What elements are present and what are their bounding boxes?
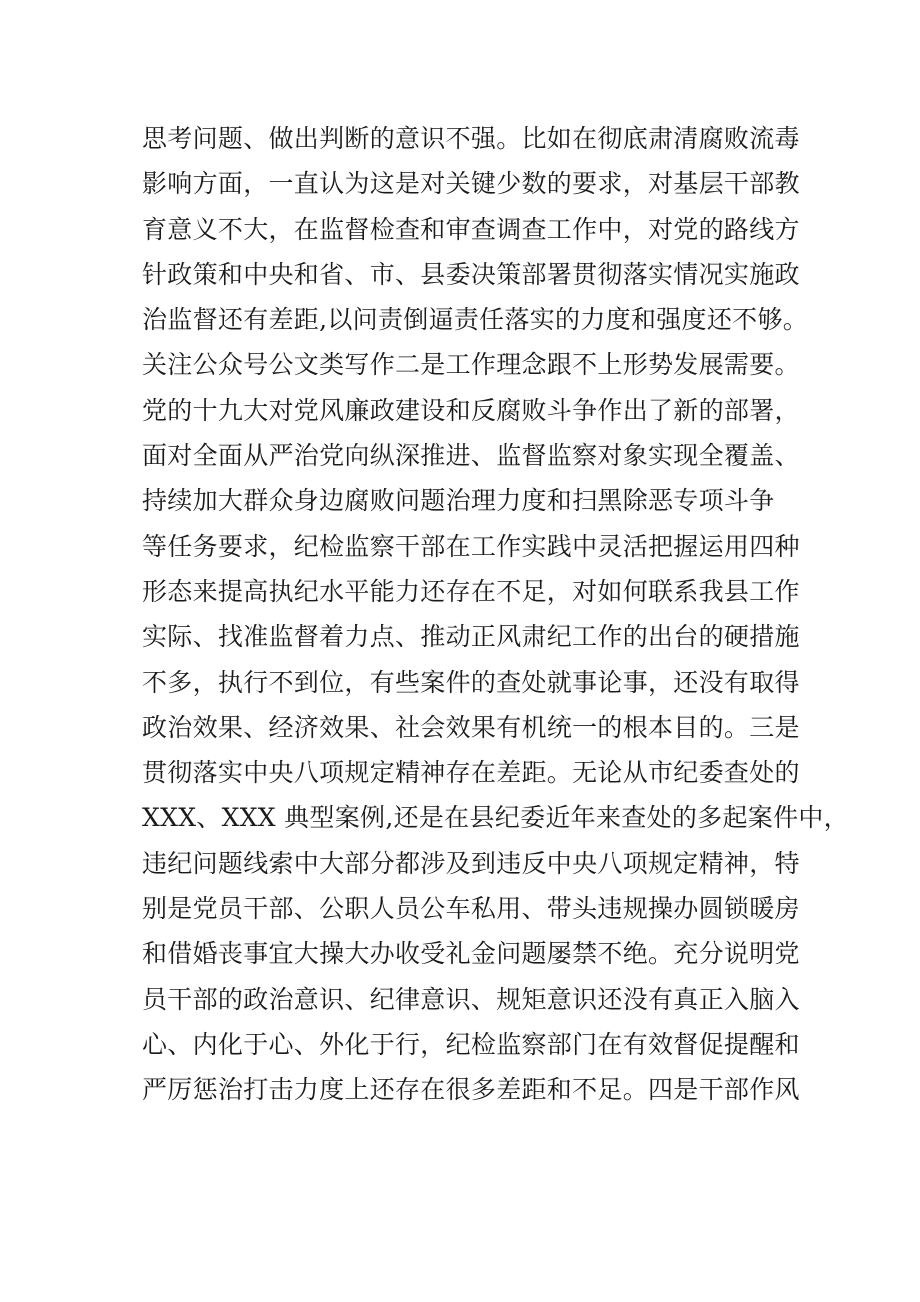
text-line-17: 违纪问题线索中大部分都涉及到违反中央八项规定精神，特 xyxy=(142,848,800,878)
text-line-1: 思考问题、做出判断的意识不强。比如在彻底肃清腐败流毒 xyxy=(142,124,800,153)
text-line-8: 面对全面从严治党向纵深推进、监督监察对象实现全覆盖、 xyxy=(142,441,800,471)
text-line-16: XXX、XXX 典型案例,还是在县纪委近年来查处的多起案件中， xyxy=(142,803,849,833)
text-line-4: 针政策和中央和省、市、县委决策部署贯彻落实情况实施政 xyxy=(142,259,800,289)
text-line-13: 不多，执行不到位，有些案件的查处就事论事，还没有取得 xyxy=(142,667,800,697)
body-text xyxy=(142,116,849,1113)
text-line-20: 员干部的政治意识、纪律意识、规矩意识还没有真正入脑入 xyxy=(142,984,800,1014)
text-line-12: 实际、找准监督着力点、推动正风肃纪工作的出台的硬措施 xyxy=(142,622,800,652)
text-line-2: 影响方面，一直认为这是对关键少数的要求，对基层干部教 xyxy=(142,169,800,199)
text-line-14: 政治效果、经济效果、社会效果有机统一的根本目的。三是 xyxy=(142,712,800,742)
text-line-19: 和借婚丧事宜大操大办收受礼金问题屡禁不绝。充分说明党 xyxy=(142,939,800,969)
text-line-22: 严厉惩治打击力度上还存在很多差距和不足。四是干部作风 xyxy=(142,1075,800,1105)
text-line-3: 育意义不大，在监督检查和审查调查工作中，对党的路线方 xyxy=(142,214,800,244)
text-line-5: 治监督还有差距,以问责倒逼责任落实的力度和强度还不够。 xyxy=(142,305,809,335)
text-line-21: 心、内化于心、外化于行，纪检监察部门在有效督促提醒和 xyxy=(142,1029,800,1059)
text-line-10: 等任务要求，纪检监察干部在工作实践中灵活把握运用四种 xyxy=(142,531,800,561)
text-line-11: 形态来提高执纪水平能力还存在不足，对如何联系我县工作 xyxy=(142,576,800,606)
text-line-7: 党的十九大对党风廉政建设和反腐败斗争作出了新的部署， xyxy=(142,395,800,425)
text-line-15: 贯彻落实中央八项规定精神存在差距。无论从市纪委查处的 xyxy=(142,758,800,788)
text-line-9: 持续加大群众身边腐败问题治理力度和扫黑除恶专项斗争 xyxy=(142,486,775,516)
text-line-6: 关注公众号公文类写作二是工作理念跟不上形势发展需要。 xyxy=(142,350,800,380)
text-line-18: 别是党员干部、公职人员公车私用、带头违规操办圆锁暖房 xyxy=(142,894,800,924)
